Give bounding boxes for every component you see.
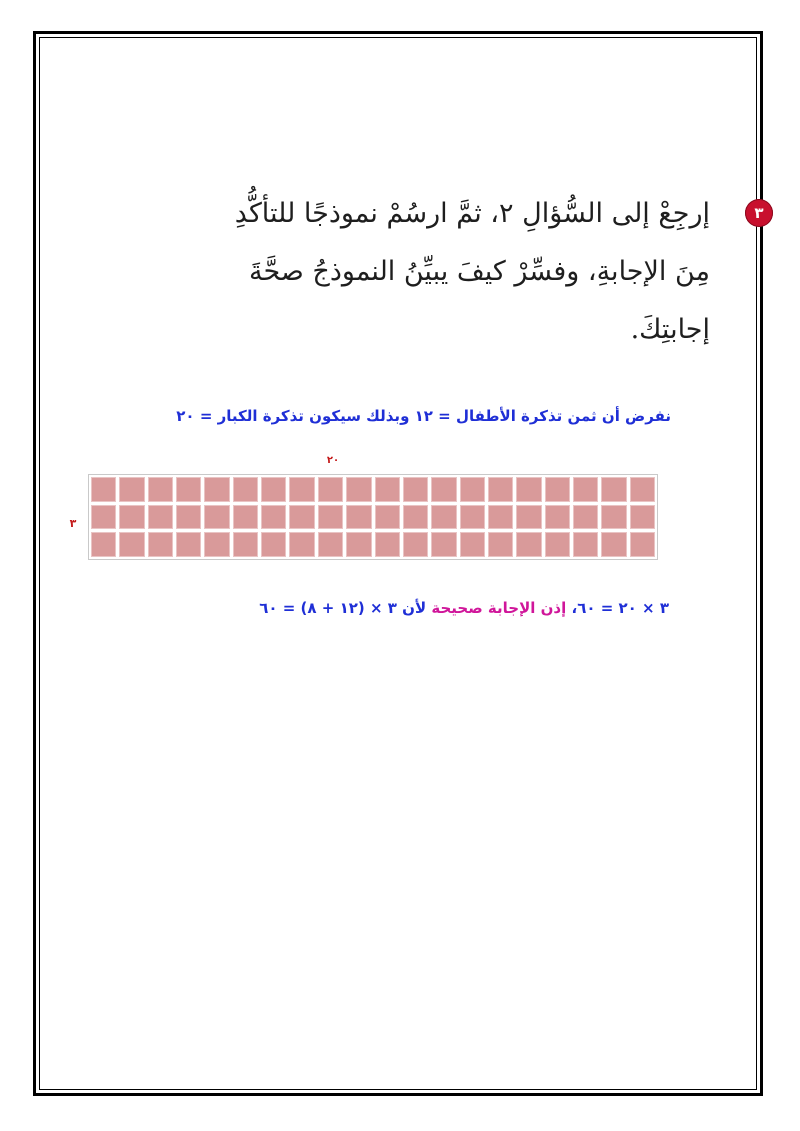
model-cell bbox=[375, 477, 400, 502]
model-cell bbox=[346, 505, 371, 530]
model-cell bbox=[375, 505, 400, 530]
model-cell bbox=[233, 505, 258, 530]
model-cell bbox=[403, 532, 428, 557]
model-cell bbox=[460, 505, 485, 530]
model-cell bbox=[148, 532, 173, 557]
model-cell bbox=[488, 532, 513, 557]
model-cell bbox=[545, 532, 570, 557]
model-cell bbox=[91, 477, 116, 502]
model-cell bbox=[573, 505, 598, 530]
model-cell bbox=[431, 532, 456, 557]
model-cell bbox=[403, 477, 428, 502]
model-cell bbox=[148, 505, 173, 530]
model-cell bbox=[318, 477, 343, 502]
question-number-badge: ٣ bbox=[745, 199, 773, 227]
model-cell bbox=[176, 532, 201, 557]
model-cell bbox=[233, 532, 258, 557]
model-cell bbox=[289, 532, 314, 557]
question-line-3: إجابتِكَ. bbox=[630, 314, 710, 345]
model-cell bbox=[601, 532, 626, 557]
model-cell bbox=[601, 505, 626, 530]
model-cell bbox=[601, 477, 626, 502]
question-line-1: إرجِعْ إلى السُّؤالِ ٢، ثمَّ ارسُمْ نموذجًا للتأكُّدِ bbox=[234, 198, 710, 229]
model-cell bbox=[488, 505, 513, 530]
model-cell bbox=[346, 532, 371, 557]
model-cell bbox=[204, 477, 229, 502]
model-cell bbox=[431, 477, 456, 502]
model-cell bbox=[176, 505, 201, 530]
model-cell bbox=[233, 477, 258, 502]
result-statement bbox=[259, 599, 669, 617]
model-cell bbox=[119, 505, 144, 530]
model-cell bbox=[488, 477, 513, 502]
model-cell bbox=[289, 477, 314, 502]
model-cell bbox=[119, 532, 144, 557]
model-cell bbox=[403, 505, 428, 530]
model-cell bbox=[375, 532, 400, 557]
question-line-2: مِنَ الإجابةِ، وفسِّرْ كيفَ يبيِّنُ النموذجُ صحَّةَ bbox=[249, 256, 710, 287]
model-cell bbox=[630, 532, 655, 557]
model-cell bbox=[516, 477, 541, 502]
model-cell bbox=[516, 532, 541, 557]
model-cell bbox=[460, 477, 485, 502]
model-cell bbox=[289, 505, 314, 530]
model-cell bbox=[630, 477, 655, 502]
model-cell bbox=[261, 532, 286, 557]
model-cell bbox=[545, 477, 570, 502]
model-cell bbox=[119, 477, 144, 502]
bar-model-grid bbox=[88, 474, 658, 560]
model-cell bbox=[91, 532, 116, 557]
result-calculation: ٣ × ٢٠ = ٦٠، bbox=[566, 599, 669, 617]
model-cell bbox=[573, 477, 598, 502]
model-cell bbox=[516, 505, 541, 530]
model-top-label: ٢٠ bbox=[326, 455, 340, 466]
model-cell bbox=[431, 505, 456, 530]
model-cell bbox=[261, 505, 286, 530]
model-cell bbox=[176, 477, 201, 502]
model-cell bbox=[318, 532, 343, 557]
model-cell bbox=[460, 532, 485, 557]
assumption-statement: نفرض أن ثمن تذكرة الأطفال = ١٢ وبذلك سيكون تذكرة الكبار = ٢٠ bbox=[176, 407, 671, 425]
model-cell bbox=[346, 477, 371, 502]
model-cell bbox=[630, 505, 655, 530]
model-cell bbox=[148, 477, 173, 502]
model-cell bbox=[204, 505, 229, 530]
model-cell bbox=[91, 505, 116, 530]
model-cell bbox=[573, 532, 598, 557]
model-side-label: ٣ bbox=[69, 517, 77, 530]
model-cell bbox=[318, 505, 343, 530]
question-text bbox=[190, 185, 710, 359]
model-cell bbox=[545, 505, 570, 530]
result-reason: لأن ٣ × (١٢ + ٨) = ٦٠ bbox=[259, 599, 432, 617]
result-conclusion: إذن الإجابة صحيحة bbox=[431, 599, 567, 617]
model-cell bbox=[204, 532, 229, 557]
model-cell bbox=[261, 477, 286, 502]
